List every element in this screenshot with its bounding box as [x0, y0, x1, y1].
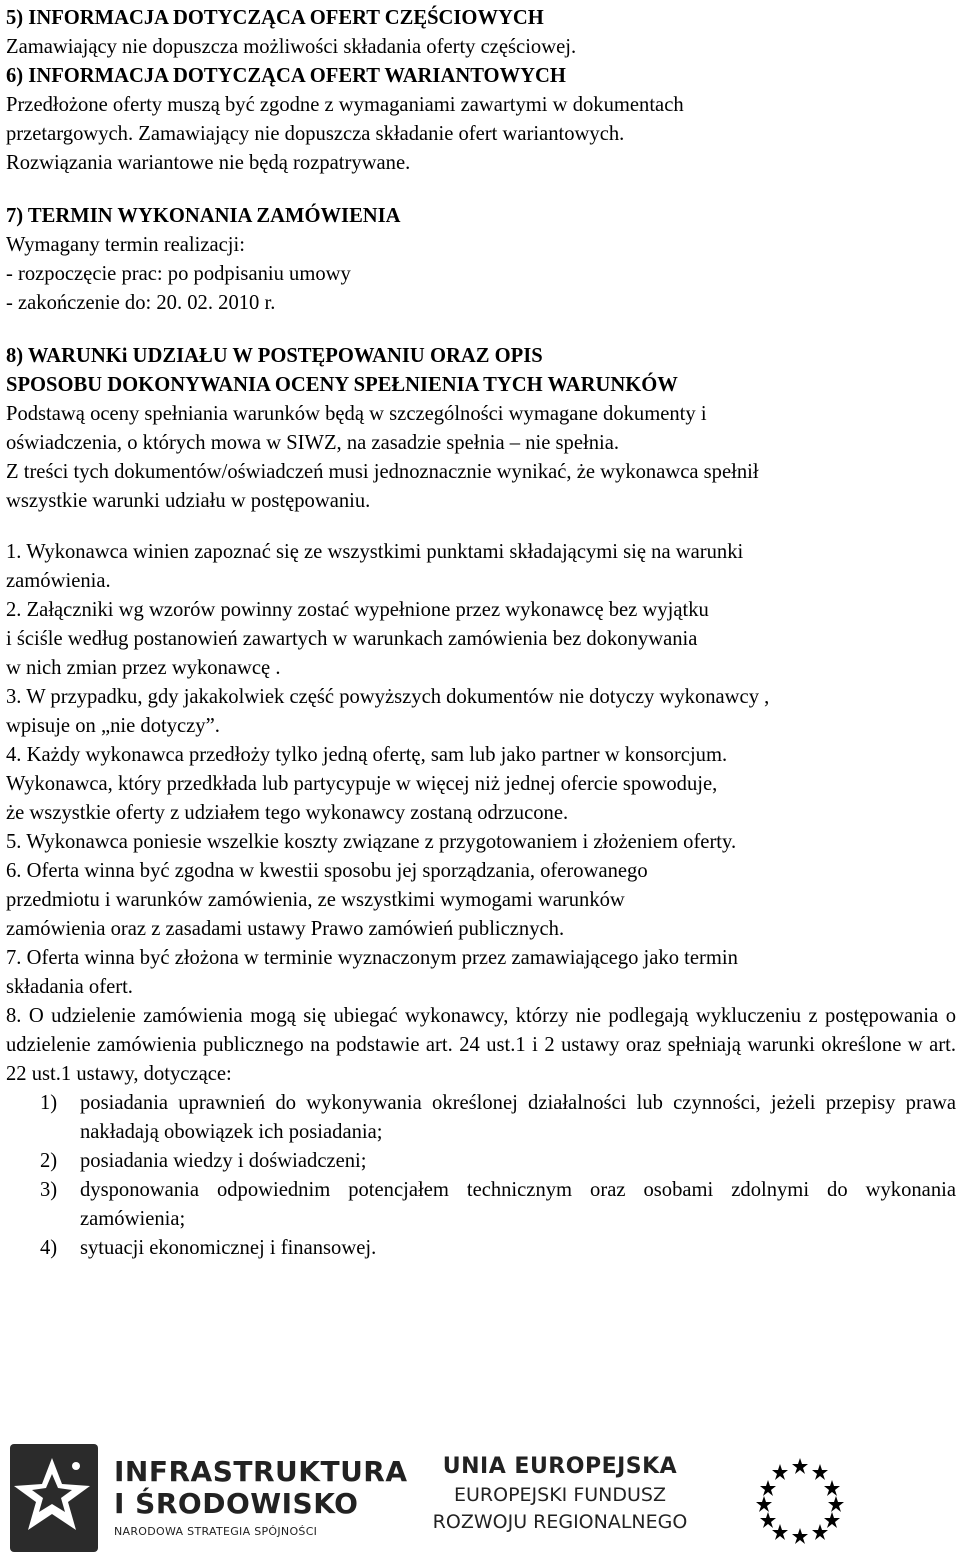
infrastruktura-logo [6, 1438, 408, 1558]
section-5-heading: 5) INFORMACJA DOTYCZĄCA OFERT CZĘŚCIOWYCH [6, 7, 544, 29]
list-item [6, 1176, 956, 1234]
section-5-text: Zamawiający nie dopuszcza możliwości składania oferty częściowej. [6, 36, 577, 58]
point-line: i ściśle według postanowień zawartych w warunkach zamówienia bez dokonywania [6, 628, 698, 650]
logo-words [114, 1456, 408, 1540]
point-line: 1. Wykonawca winien zapoznać się ze wszystkimi punktami składającymi się na warunki [6, 541, 744, 563]
section-6-line: Przedłożone oferty muszą być zgodne z wymaganiami zawartymi w dokumentach [6, 94, 684, 116]
logo-line: INFRASTRUKTURA [114, 1455, 408, 1488]
footer-logos [0, 1430, 960, 1561]
eu-fund-label [410, 1452, 710, 1536]
section-8-heading: SPOSOBU DOKONYWANIA OCENY SPEŁNIENIA TYCH WARUNKÓW [6, 374, 678, 396]
eu-stars-flag-icon [752, 1450, 848, 1546]
section-8-intro-line: wszystkie warunki udziału w postępowaniu. [6, 490, 371, 512]
section-8-intro-line: Podstawą oceny spełniania warunków będą w szczególności wymagane dokumenty i [6, 403, 707, 425]
list-text: sytuacji ekonomicznej i finansowej. [80, 1237, 377, 1259]
point-line: 3. W przypadku, gdy jakakolwiek część powyższych dokumentów nie dotyczy wykonawcy , [6, 686, 770, 708]
section-6-heading: 6) INFORMACJA DOTYCZĄCA OFERT WARIANTOWYCH [6, 65, 566, 87]
section-8-intro-line: oświadczenia, o których mowa w SIWZ, na zasadzie spełnia – nie spełnia. [6, 432, 620, 454]
section-6-line: Rozwiązania wariantowe nie będą rozpatrywane. [6, 152, 411, 174]
document-page [6, 4, 956, 1263]
conditions-list [6, 1089, 956, 1263]
point-line: w nich zmian przez wykonawcę . [6, 657, 281, 679]
logo-subtitle: NARODOWA STRATEGIA SPÓJNOŚCI [114, 1525, 318, 1538]
list-text: posiadania uprawnień do wykonywania określonej działalności lub czynności, jeżeli przepisy prawa nakładają obowiązek ich posiadania; [80, 1092, 956, 1143]
list-item [6, 1147, 956, 1176]
section-8-heading: 8) WARUNKi UDZIAŁU W POSTĘPOWANIU ORAZ OPIS [6, 345, 543, 367]
star-emblem-icon [6, 1438, 106, 1558]
list-text: dysponowania odpowiednim potencjałem technicznym oraz osobami zdolnymi do wykonania zamówienia; [80, 1179, 956, 1230]
point-line: wpisuje on „nie dotyczy”. [6, 715, 220, 737]
eu-subtitle: EUROPEJSKI FUNDUSZ [454, 1484, 666, 1506]
section-7-line: - zakończenie do: 20. 02. 2010 r. [6, 292, 276, 314]
point-line: że wszystkie oferty z udziałem tego wykonawcy zostaną odrzucone. [6, 802, 569, 824]
section-7-line: - rozpoczęcie prac: po podpisaniu umowy [6, 263, 351, 285]
section-8-intro-line: Z treści tych dokumentów/oświadczeń musi jednoznacznie wynikać, że wykonawca spełnił [6, 461, 759, 483]
point-line: 7. Oferta winna być złożona w terminie wyznaczonym przez zamawiającego jako termin [6, 947, 738, 969]
point-line: 5. Wykonawca poniesie wszelkie koszty związane z przygotowaniem i złożeniem oferty. [6, 831, 737, 853]
section-6-line: przetargowych. Zamawiający nie dopuszcza składanie ofert wariantowych. [6, 123, 625, 145]
point-line: składania ofert. [6, 976, 133, 998]
list-text: posiadania wiedzy i doświadczeni; [80, 1150, 367, 1172]
point-line: Wykonawca, który przedkłada lub partycypuje w więcej niż jednej ofercie spowoduje, [6, 773, 718, 795]
logo-line: I ŚRODOWISKO [114, 1487, 359, 1520]
point-line: przedmiotu i warunków zamówienia, ze wszystkimi wymogami warunków [6, 889, 625, 911]
list-item [6, 1234, 956, 1263]
section-7-line: Wymagany termin realizacji: [6, 234, 245, 256]
section-7-heading: 7) TERMIN WYKONANIA ZAMÓWIENIA [6, 205, 401, 227]
eu-subtitle: ROZWOJU REGIONALNEGO [432, 1511, 688, 1533]
point-line: zamówienia. [6, 570, 111, 592]
list-number: 2) [40, 1150, 58, 1172]
point-line: 6. Oferta winna być zgodna w kwestii sposobu jej sporządzania, oferowanego [6, 860, 648, 882]
eu-title: UNIA EUROPEJSKA [442, 1454, 678, 1479]
point-8-paragraph: 8. O udzielenie zamówienia mogą się ubiegać wykonawcy, którzy nie podlegają wykluczeniu z postępowania o udzielenie zamówienia publicznego na podstawie art. 24 ust.1 i 2 ustawy oraz spełniają warunki określone w art. 22 ust.1 ustawy, dotyczące: [6, 1005, 956, 1085]
point-line: 2. Załączniki wg wzorów powinny zostać wypełnione przez wykonawcę bez wyjątku [6, 599, 709, 621]
list-number: 4) [40, 1237, 58, 1259]
list-item [6, 1089, 956, 1147]
list-number: 1) [40, 1092, 58, 1114]
point-line: zamówienia oraz z zasadami ustawy Prawo zamówień publicznych. [6, 918, 565, 940]
list-number: 3) [40, 1179, 58, 1201]
point-line: 4. Każdy wykonawca przedłoży tylko jedną ofertę, sam lub jako partner w konsorcjum. [6, 744, 728, 766]
